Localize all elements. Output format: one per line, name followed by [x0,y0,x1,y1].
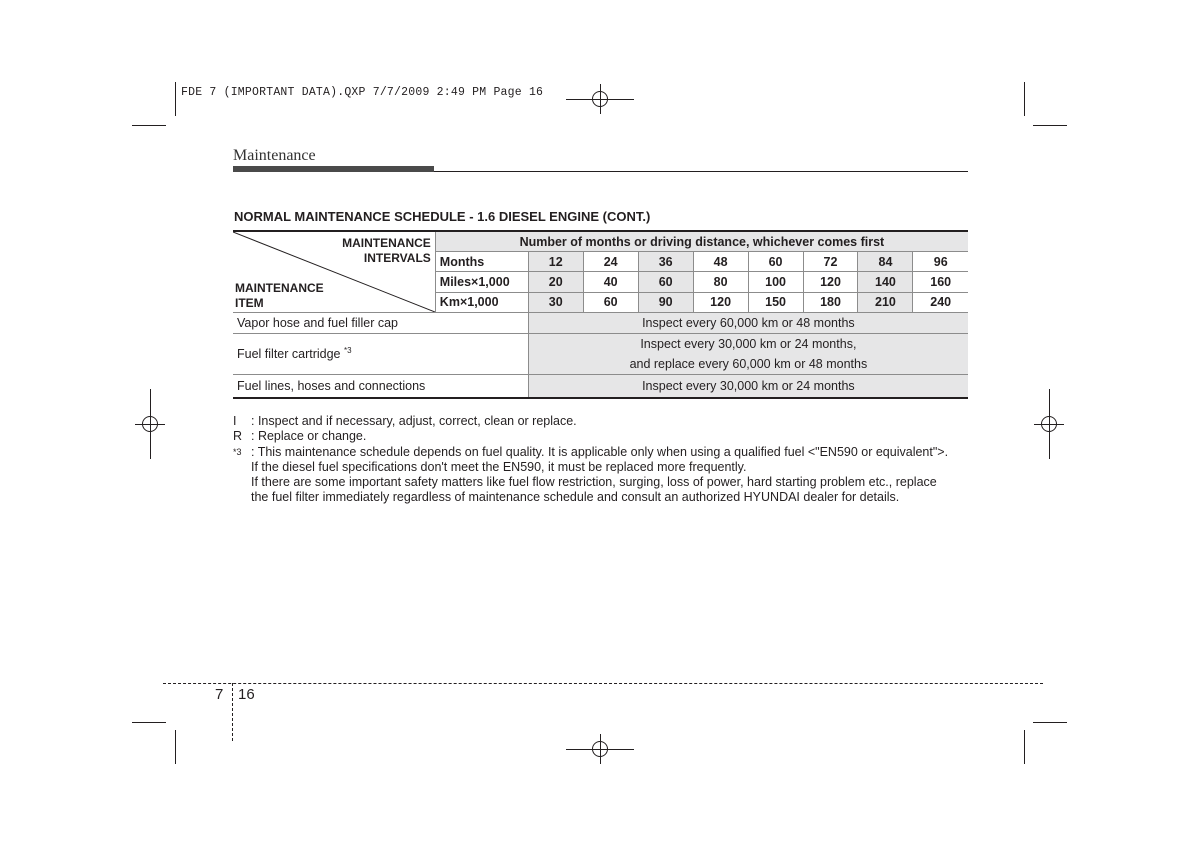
note-fuel-quality [233,445,973,460]
table-corner-cell [233,231,435,313]
miles-cell: 100 [748,272,803,292]
row-label-km: Km×1,000 [435,292,528,312]
footnote-marker: *3 [344,346,352,355]
km-cell: 120 [693,292,748,312]
crop-mark [566,749,634,750]
item-action: Inspect every 60,000 km or 48 months [528,313,968,334]
crop-mark [1024,730,1025,764]
crop-mark [566,99,634,100]
item-action: Inspect every 30,000 km or 24 months, [640,337,857,351]
print-slug: FDE 7 (IMPORTANT DATA).QXP 7/7/2009 2:49 PM Page 16 [181,86,544,99]
miles-cell: 20 [528,272,583,292]
footer-divider [232,683,233,741]
crop-mark [175,730,176,764]
km-cell: 150 [748,292,803,312]
footnotes [233,414,973,506]
item-name: Fuel filter cartridge [237,347,341,361]
row-label-miles: Miles×1,000 [435,272,528,292]
note-text: : Replace or change. [251,429,367,444]
item-name: Fuel lines, hoses and connections [233,375,528,399]
crop-mark [132,722,166,723]
month-cell: 96 [913,252,968,272]
item-name: Vapor hose and fuel filler cap [233,313,528,334]
note-text: : Inspect and if necessary, adjust, correct, clean or replace. [251,414,577,428]
miles-cell: 80 [693,272,748,292]
item-action-cell [528,334,968,375]
section-header: Maintenance [233,147,316,164]
span-header: Number of months or driving distance, whichever comes first [435,231,968,252]
footer-rule [163,683,1043,684]
miles-cell: 40 [583,272,638,292]
month-cell: 48 [693,252,748,272]
maintenance-table [233,230,968,399]
schedule-title: NORMAL MAINTENANCE SCHEDULE - 1.6 DIESEL ENGINE (CONT.) [234,209,651,224]
miles-cell: 140 [858,272,913,292]
header-rule-dark [233,166,434,172]
crop-mark [1033,722,1067,723]
chapter-number: 7 [215,686,224,703]
registration-mark-icon [1034,409,1064,439]
km-cell: 60 [583,292,638,312]
crop-mark [132,125,166,126]
crop-mark [1024,82,1025,116]
note-text: : This maintenance schedule depends on fuel quality. It is applicable only when using a qualified fuel <"EN590 or equivalent">. [251,444,949,459]
miles-cell: 120 [803,272,858,292]
month-cell: 24 [583,252,638,272]
note-key: I [233,414,237,428]
note-key: R [233,429,243,444]
page-number: 16 [238,686,255,703]
km-cell: 90 [638,292,693,312]
km-cell: 240 [913,292,968,312]
note-replace [233,429,973,444]
note-key: *3 [233,446,242,457]
month-cell: 60 [748,252,803,272]
month-cell: 72 [803,252,858,272]
note-continuation: If the diesel fuel specifications don't meet the EN590, it must be replaced more frequently. [251,459,747,474]
item-label: MAINTENANCE ITEM [235,281,324,310]
registration-mark-icon [135,409,165,439]
note-continuation: If there are some important safety matters like fuel flow restriction, surging, loss of power, hard starting problem etc., replace [251,475,937,490]
month-cell: 36 [638,252,693,272]
month-cell: 12 [528,252,583,272]
miles-cell: 60 [638,272,693,292]
miles-cell: 160 [913,272,968,292]
row-label-months: Months [435,252,528,272]
km-cell: 180 [803,292,858,312]
item-action-2: and replace every 60,000 km or 48 months [629,357,868,371]
header-rule [434,171,968,172]
note-inspect [233,414,973,429]
note-continuation: the fuel filter immediately regardless of maintenance schedule and consult an authorized HYUNDAI dealer for details. [251,490,900,505]
km-cell: 210 [858,292,913,312]
intervals-label: MAINTENANCE INTERVALS [342,236,431,265]
item-name-cell [233,334,528,375]
month-cell: 84 [858,252,913,272]
crop-mark [175,82,176,116]
crop-mark [1033,125,1067,126]
km-cell: 30 [528,292,583,312]
item-action: Inspect every 30,000 km or 24 months [528,375,968,399]
